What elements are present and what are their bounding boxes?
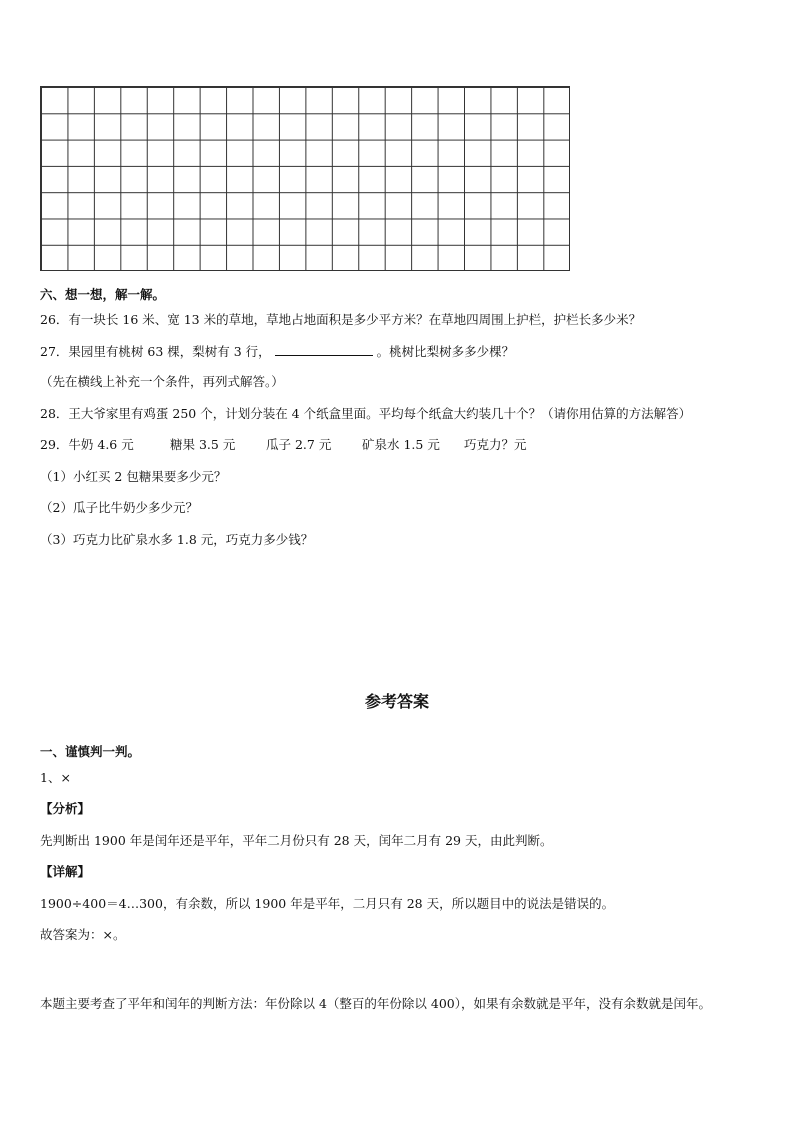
question-28: 28．王大爷家里有鸡蛋 250 个，计划分装在 4 个纸盒里面。平均每个纸盒大约装几十个？（请你用估算的方法解答） bbox=[40, 406, 692, 421]
q29-chocolate: 巧克力？元 bbox=[464, 437, 527, 452]
answer-section-1: 一、谨慎判一判。 bbox=[40, 744, 141, 759]
q29-candy: 糖果 3.5 元 bbox=[170, 437, 236, 452]
q29-seeds: 瓜子 2.7 元 bbox=[266, 437, 332, 452]
section-title: 六、想一想，解一解。 bbox=[40, 287, 166, 302]
question-26: 26．有一块长 16 米、宽 13 米的草地，草地占地面积是多少平方米？在草地四周围上护栏，护栏长多少米？ bbox=[40, 312, 642, 327]
question-27-note: （先在横线上补充一个条件，再列式解答。） bbox=[40, 374, 284, 389]
question-29-1: （1）小红买 2 包糖果要多少元？ bbox=[40, 469, 227, 484]
answer-title: 参考答案 bbox=[364, 692, 429, 711]
answer-item-1: 1、× bbox=[40, 770, 71, 785]
question-27-tail: 。桃树比梨树多多少棵？ bbox=[376, 344, 515, 359]
q29-water: 矿泉水 1.5 元 bbox=[362, 437, 440, 452]
q29-milk: 29．牛奶 4.6 元 bbox=[40, 437, 134, 452]
analysis-text: 先判断出 1900 年是闰年还是平年，平年二月份只有 28 天，闰年二月有 29 天，由此判断。 bbox=[40, 833, 553, 848]
summary-text: 本题主要考查了平年和闰年的判断方法：年份除以 4（整百的年份除以 400），如果有余数就是平年，没有余数就是闰年。 bbox=[40, 996, 712, 1011]
analysis-label: 【分析】 bbox=[40, 801, 91, 816]
answer-blank[interactable] bbox=[275, 343, 373, 356]
question-29-3: （3）巧克力比矿泉水多 1.8 元，巧克力多少钱？ bbox=[40, 532, 314, 547]
question-27 bbox=[40, 343, 514, 360]
detail-text: 1900÷400＝4…300，有余数，所以 1900 年是平年，二月只有 28 天，所以题目中的说法是错误的。 bbox=[40, 896, 615, 911]
detail-label: 【详解】 bbox=[40, 864, 91, 879]
question-27-text: 27．果园里有桃树 63 棵，梨树有 3 行， bbox=[40, 344, 271, 359]
conclusion-text: 故答案为：×。 bbox=[40, 927, 126, 942]
question-29-2: （2）瓜子比牛奶少多少元？ bbox=[40, 500, 198, 515]
question-29 bbox=[40, 437, 527, 453]
writing-grid bbox=[40, 86, 570, 271]
